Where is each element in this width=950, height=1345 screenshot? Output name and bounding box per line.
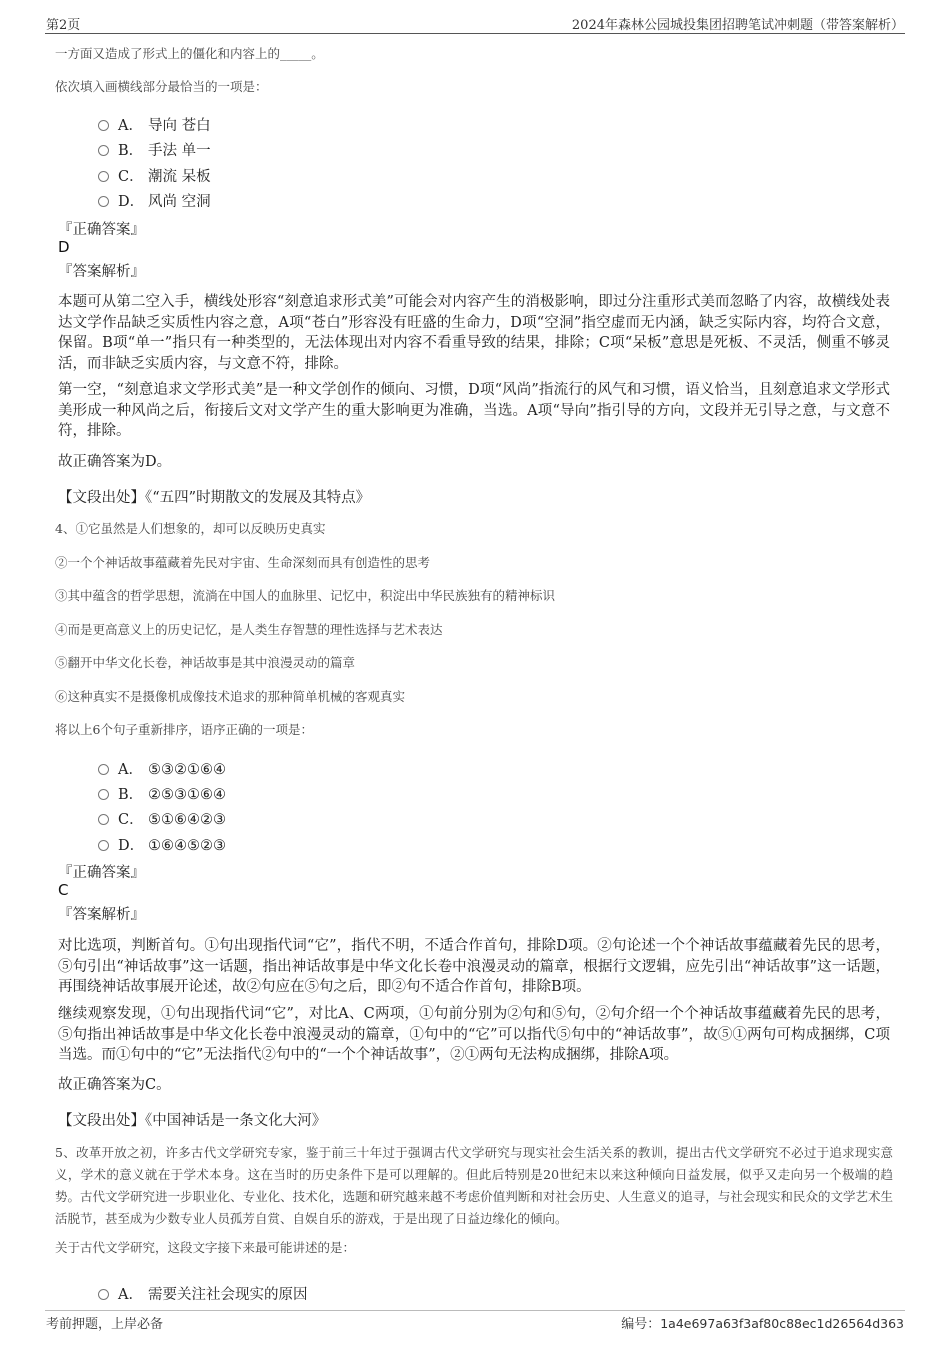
- page-number: 第2页: [46, 18, 81, 33]
- q5-option-a[interactable]: A． 需要关注社会现实的原因: [98, 1283, 308, 1304]
- q3-analysis-paragraph-2: 第一空，“刻意追求文学形式美”是一种文学创作的倾向、习惯，D项“风尚”指流行的风气和习惯，语义恰当，且刻意追求文学形式美形成一种风尚之后，衔接后文对文学产生的重大影响更为准确，当选。A项“导向”指引导的方向，文段并无引导之意，与文意不符，排除。: [58, 382, 890, 439]
- q4-sentence-2: ②一个个神话故事蕴藏着先民对宇宙、生命深刻而具有创造性的思考: [55, 555, 431, 570]
- q4-sentence-6: ⑥这种真实不是摄像机成像技术追求的那种简单机械的客观真实: [55, 689, 406, 704]
- q4-option-c[interactable]: C． ⑤①⑥④②③: [98, 808, 226, 829]
- q4-source: 【文段出处】《中国神话是一条文化大河》: [58, 1113, 327, 1129]
- radio-icon[interactable]: [98, 1289, 109, 1300]
- footer-slogan: 考前押题，上岸必备: [46, 1317, 164, 1332]
- q4-instruction: 将以上6个句子重新排序，语序正确的一项是：: [55, 722, 313, 737]
- radio-icon[interactable]: [98, 145, 109, 156]
- q4-option-d[interactable]: D． ①⑥④⑤②③: [98, 834, 226, 855]
- document-code: 编号：1a4e697a63f3af80c88ec1d26564d363: [621, 1316, 904, 1332]
- q4-answer-heading: 『正确答案』: [58, 865, 145, 881]
- q3-option-b[interactable]: B． 手法 单一: [98, 139, 211, 160]
- radio-icon[interactable]: [98, 764, 109, 775]
- q3-analysis-heading: 『答案解析』: [58, 264, 145, 280]
- radio-icon[interactable]: [98, 814, 109, 825]
- q4-analysis-heading: 『答案解析』: [58, 907, 145, 923]
- q3-option-a[interactable]: A． 导向 苍白: [98, 114, 211, 135]
- q4-sentence-3: ③其中蕴含的哲学思想，流淌在中国人的血脉里、记忆中，积淀出中华民族独有的精神标识: [55, 588, 556, 603]
- q4-sentence-5: ⑤翻开中华文化长卷，神话故事是其中浪漫灵动的篇章: [55, 655, 356, 670]
- q4-option-a[interactable]: A． ⑤③②①⑥④: [98, 758, 226, 779]
- q3-answer-heading: 『正确答案』: [58, 222, 145, 238]
- q4-analysis-paragraph-2: 继续观察发现，①句出现指代词“它”，对比A、C两项，①句前分别为②句和⑤句，②句介绍一个个神话故事蕴藏着先民的思考，⑤句指出神话故事是中华文化长卷中浪漫灵动的篇章，①句中的“它”可以指代⑤句中的“神话故事”，故⑤①两句可构成捆绑，C项当选。而①句中的“它”无法指代②句中的“一个个神话故事”，②①两句无法构成捆绑，排除A项。: [58, 1006, 890, 1063]
- q5-passage: 5、改革开放之初，许多古代文学研究专家，鉴于前三十年过于强调古代文学研究与现实社会生活关系的教训，提出古代文学研究不必过于追求现实意义，学术的意义就在于学术本身。这在当时的历史条件下是可以理解的。但此后特别是20世纪末以来这种倾向日益发展，似乎又走向另一个极端的趋势。古代文学研究进一步职业化、专业化、技术化，选题和研究越来越不考虑价值判断和对社会历史、人生意义的追寻，与社会现实和民众的文学艺术生活脱节，甚至成为少数专业人员孤芳自赏、自娱自乐的游戏，于是出现了日益边缘化的倾向。: [55, 1145, 893, 1226]
- radio-icon[interactable]: [98, 120, 109, 131]
- q3-conclusion: 故正确答案为D。: [58, 454, 172, 470]
- radio-icon[interactable]: [98, 171, 109, 182]
- q3-option-d[interactable]: D． 风尚 空洞: [98, 190, 211, 211]
- radio-icon[interactable]: [98, 789, 109, 800]
- radio-icon[interactable]: [98, 840, 109, 851]
- document-title: 2024年森林公园城投集团招聘笔试冲刺题（带答案解析）: [571, 18, 904, 33]
- q3-instruction: 依次填入画横线部分最恰当的一项是：: [55, 79, 268, 94]
- q5-instruction: 关于古代文学研究，这段文字接下来最可能讲述的是：: [55, 1240, 356, 1255]
- q4-option-b[interactable]: B． ②⑤③①⑥④: [98, 783, 226, 804]
- q4-analysis-paragraph-1: 对比选项，判断首句。①句出现指代词“它”，指代不明，不适合作首句，排除D项。②句论述一个个神话故事蕴藏着先民的思考，⑤句引出“神话故事”这一话题，指出神话故事是中华文化长卷中浪漫灵动的篇章，根据行文逻辑，应先引出“神话故事”这一话题，再围绕神话故事展开论述，故②句应在⑤句之后，即②句不适合作首句，排除B项。: [58, 938, 890, 995]
- footer-divider: [45, 1310, 905, 1311]
- header-divider: [45, 33, 905, 34]
- q3-source: 【文段出处】《“五四”时期散文的发展及其特点》: [58, 490, 371, 506]
- q4-sentence-1: 4、①它虽然是人们想象的，却可以反映历史真实: [55, 521, 326, 536]
- q3-analysis-paragraph-1: 本题可从第二空入手，横线处形容“刻意追求形式美”可能会对内容产生的消极影响，即过分注重形式美而忽略了内容，故横线处表达文学作品缺乏实质性内容之意，A项“苍白”形容没有旺盛的生命力，D项“空洞”指空虚而无内涵，缺乏实际内容，均符合文意，保留。B项“单一”指只有一种类型的，无法体现出对内容不看重导致的结果，排除；C项“呆板”意思是死板、不灵活，侧重不够灵活，而非缺乏实质内容，与文意不符，排除。: [58, 294, 890, 372]
- radio-icon[interactable]: [98, 196, 109, 207]
- q3-stem-tail: 一方面又造成了形式上的僵化和内容上的_____。: [55, 46, 324, 61]
- q4-conclusion: 故正确答案为C。: [58, 1077, 171, 1093]
- q3-option-c[interactable]: C． 潮流 呆板: [98, 165, 211, 186]
- q3-answer: D: [58, 238, 70, 256]
- q4-answer: C: [58, 881, 69, 899]
- q4-sentence-4: ④而是更高意义上的历史记忆，是人类生存智慧的理性选择与艺术表达: [55, 622, 443, 637]
